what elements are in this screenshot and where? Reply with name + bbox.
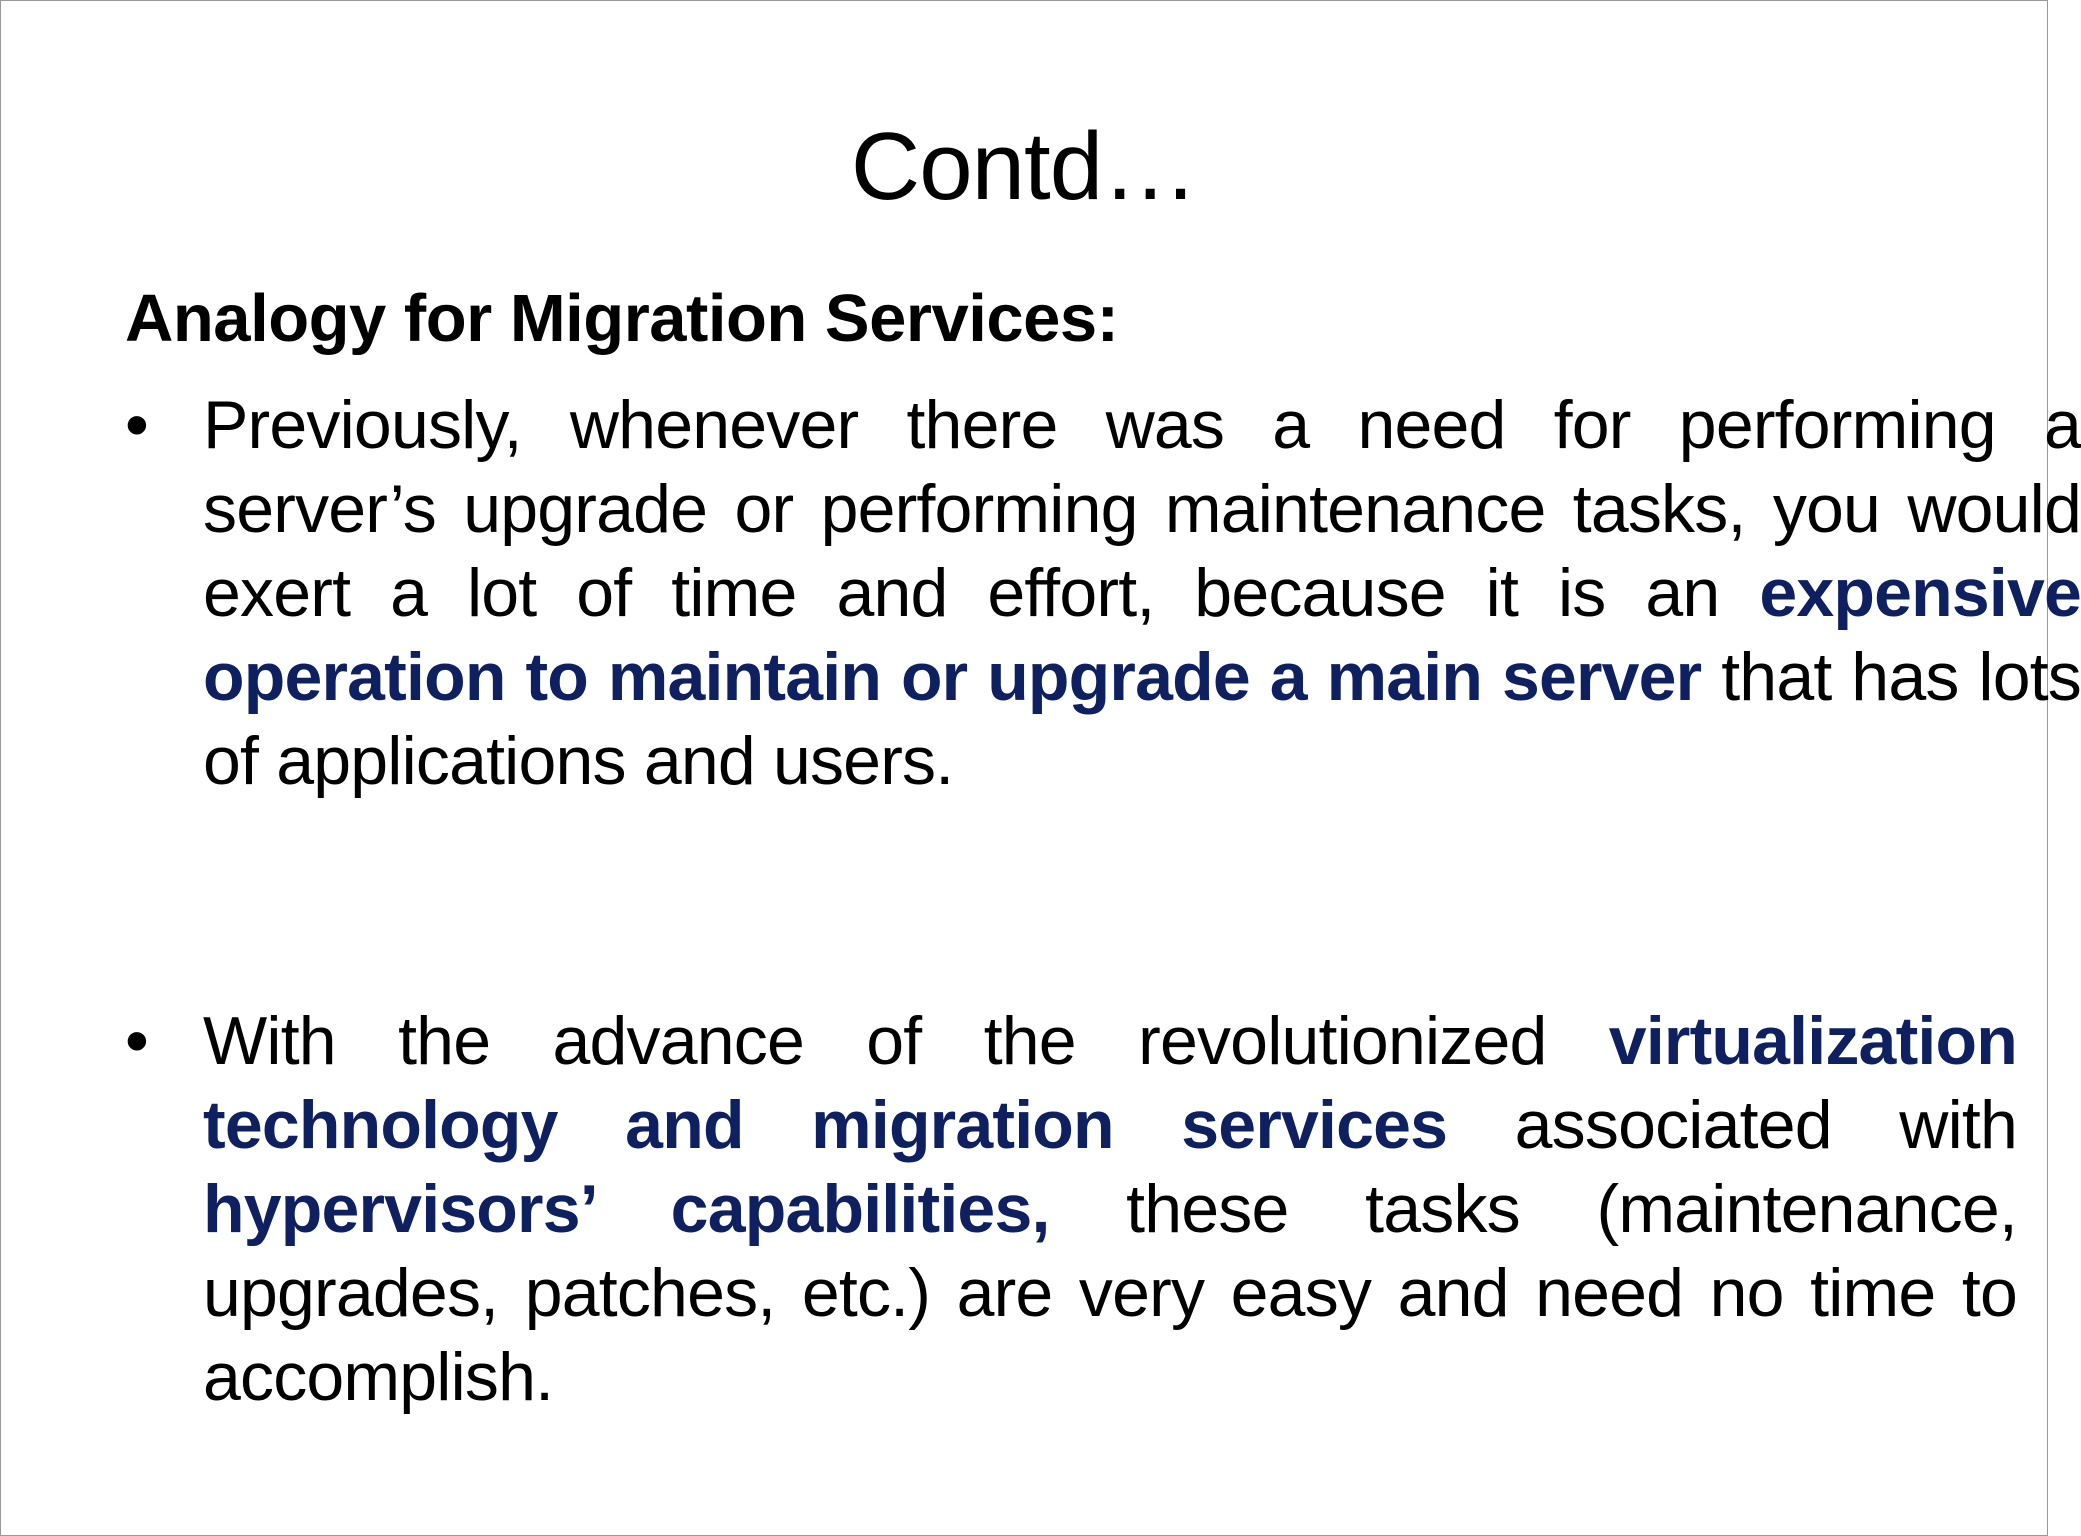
bullet-1-text-part-1: Previously, whenever there was a need for performing a server’s upgrade or performing maintenance tasks, you would exert a lot of time and effort, because it is an [203, 387, 2081, 631]
bullet-dot-icon: • [125, 387, 149, 463]
bullet-text-2 [203, 999, 2017, 1419]
bullet-2-text-part-3: these tasks (maintenance, upgrades, patches, etc.) are very easy and need no time to accomplish. [203, 1171, 2017, 1415]
bullet-2-highlight-1: virtualization technology and migration services [203, 1003, 2017, 1163]
bullet-text-1 [203, 383, 2081, 803]
bullet-dot-icon: • [125, 1003, 149, 1079]
bullet-2-highlight-2: hypervisors’ capabilities, [203, 1171, 1050, 1247]
section-heading: Analogy for Migration Services: [125, 281, 1119, 356]
bullet-2-text-part-2: associated with [1447, 1087, 2017, 1163]
bullet-2-text-part-1: With the advance of the revolutionized [203, 1003, 1609, 1079]
bullet-1-highlight: expensive operation to maintain or upgrade a main server [203, 555, 2081, 715]
slide-title: Contd… [850, 113, 1198, 220]
bullet-1-text-part-2: that has lots of applications and users. [203, 639, 2081, 799]
